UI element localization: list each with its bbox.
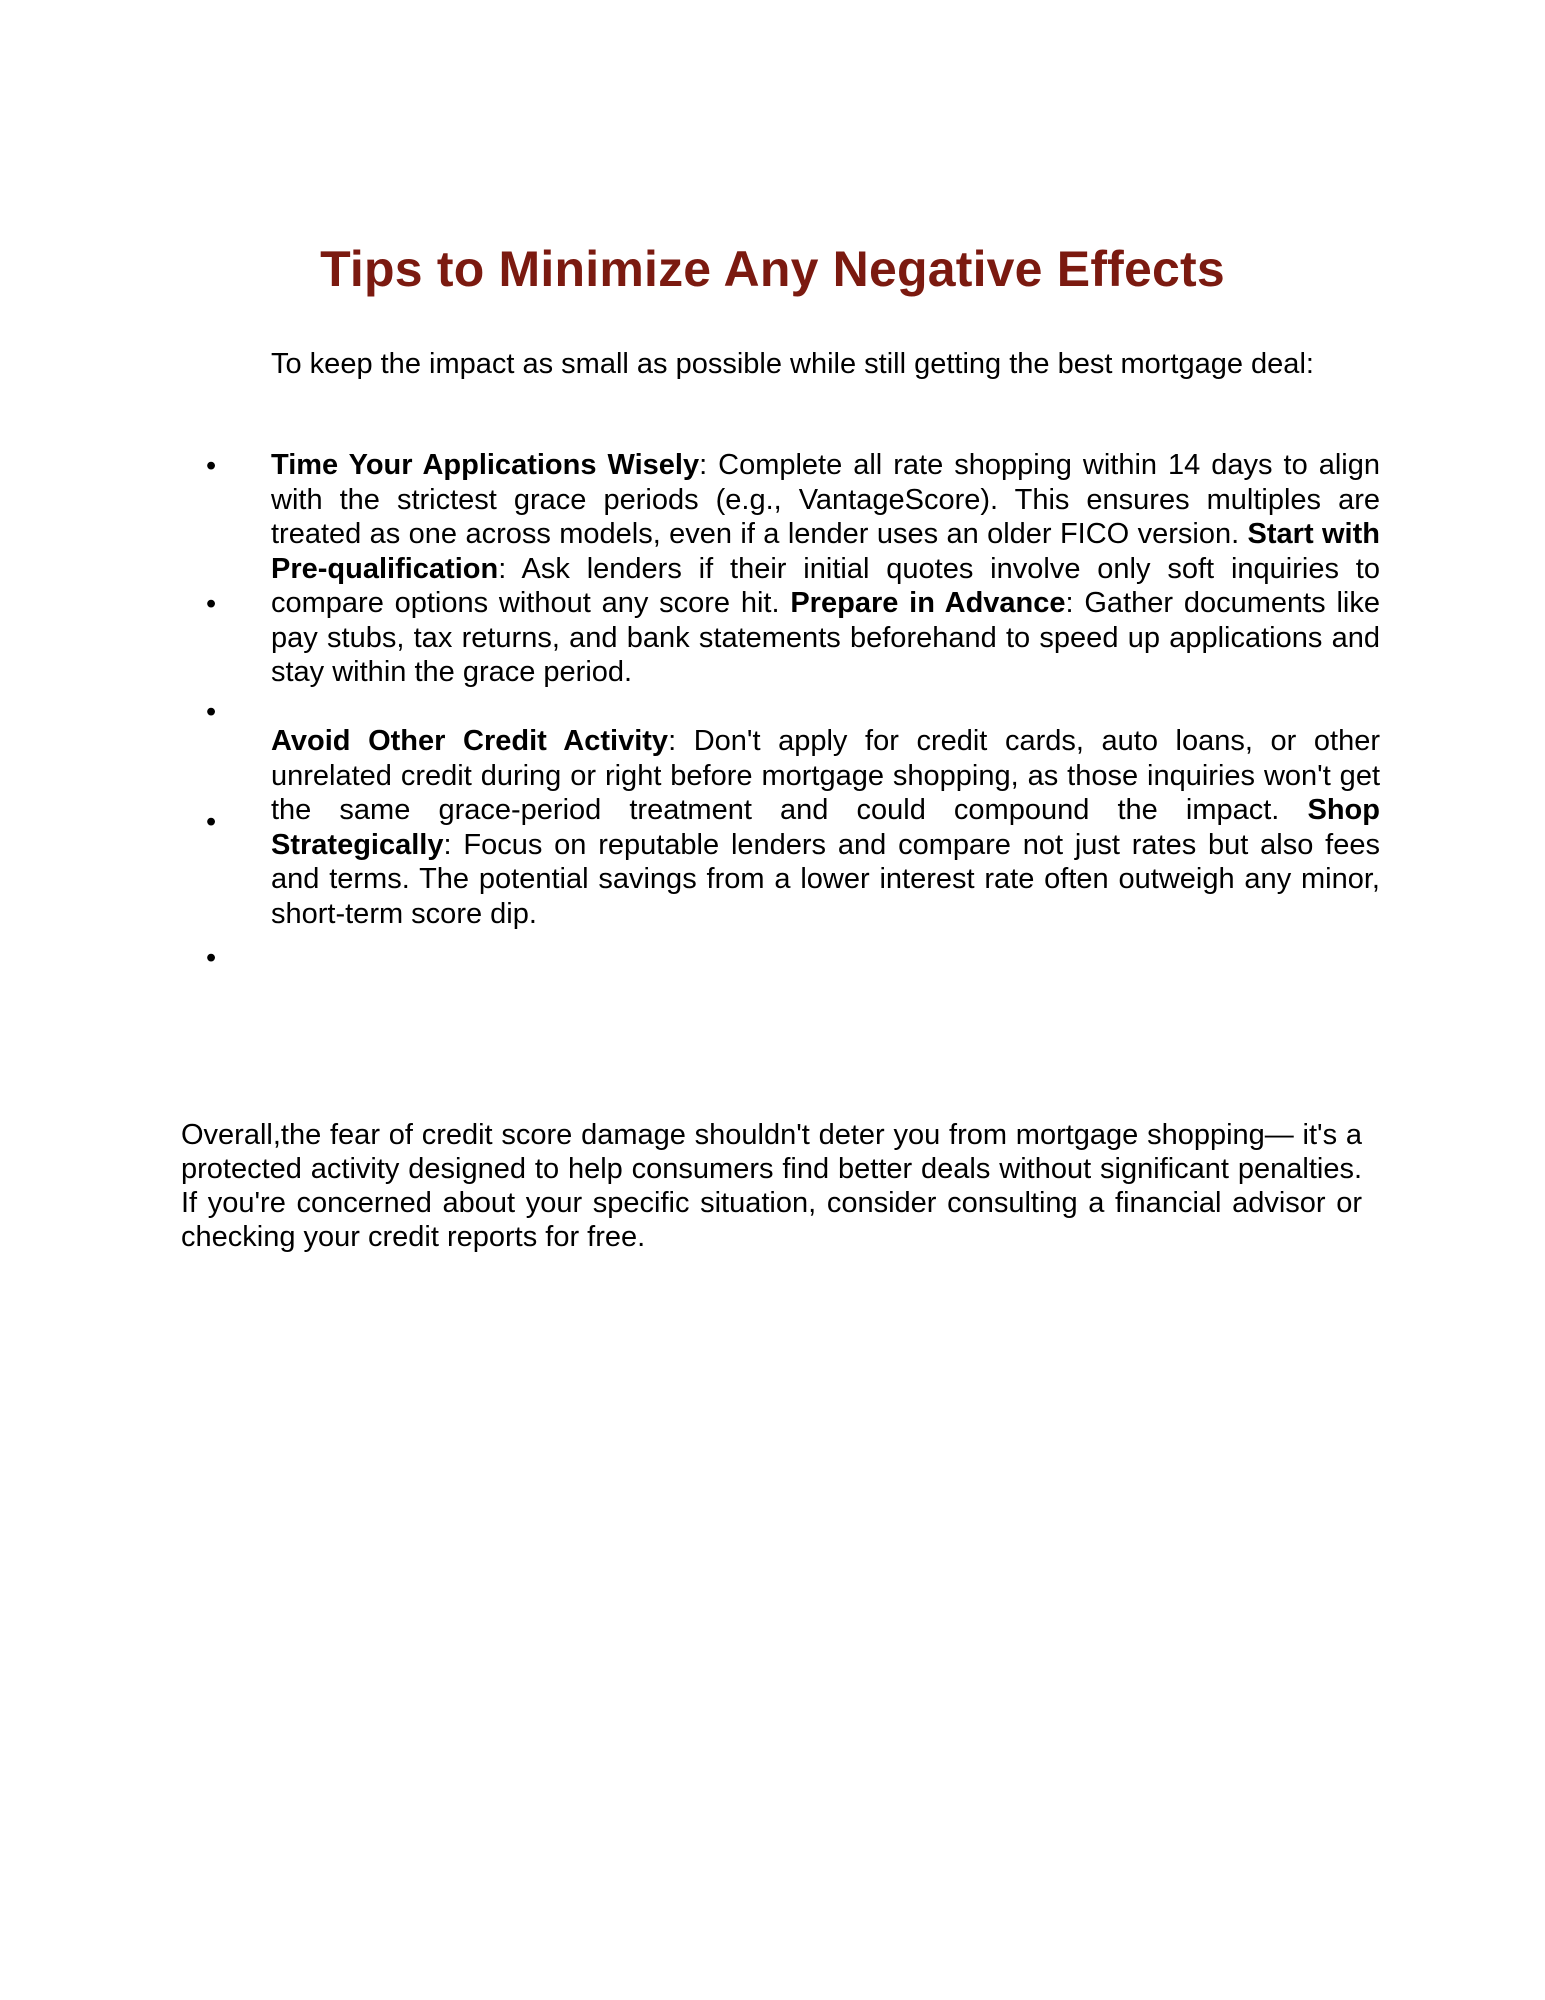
intro-paragraph: To keep the impact as small as possible while still getting the best mortgage deal: — [271, 348, 1314, 380]
tip-heading: Prepare in Advance — [790, 587, 1066, 619]
tip-text: : Ask lenders if their initial quotes involve only soft inquiries to compare options without any score hit. — [271, 552, 1380, 619]
tips-block-2 — [271, 724, 1380, 931]
bullet-marker: • — [206, 696, 217, 728]
tip-heading: Avoid Other Credit Activity — [271, 725, 669, 757]
tip-heading: Shop Strategically — [271, 794, 1380, 861]
bullet-marker: • — [206, 588, 217, 620]
bullet-marker: • — [206, 942, 217, 974]
tip-heading: Time Your Applications Wisely — [271, 449, 700, 481]
page-title: Tips to Minimize Any Negative Effects — [320, 241, 1225, 297]
tip-text: : Don't apply for credit cards, auto loans, or other unrelated credit during or right before mortgage shopping, as those inquiries won't get the same grace-period treatment and could compound the impact. — [271, 725, 1380, 826]
tip-text: : Focus on reputable lenders and compare not just rates but also fees and terms. The potential savings from a lower interest rate often outweigh any minor, short-term score dip. — [271, 828, 1380, 930]
tip-text: : Gather documents like pay stubs, tax returns, and bank statements beforehand to speed up applications and stay within the grace period. — [271, 587, 1380, 688]
tips-block-1 — [271, 448, 1380, 690]
bullet-marker: • — [206, 806, 217, 838]
bullet-marker: • — [206, 450, 217, 482]
tip-text: : Complete all rate shopping within 14 days to align with the strictest grace periods (e.g., VantageScore). This ensures multiples are treated as one across models, even if a lender uses an older FICO version. — [271, 449, 1380, 550]
tip-heading: Start with Pre-qualification — [271, 518, 1380, 585]
closing-paragraph: Overall,the fear of credit score damage shouldn't deter you from mortgage shopping— it's a protected activity designed to help consumers find better deals without significant penalties. If you're concerned about your specific situation, consider consulting a financial advisor or checking your credit reports for free. — [181, 1119, 1362, 1253]
